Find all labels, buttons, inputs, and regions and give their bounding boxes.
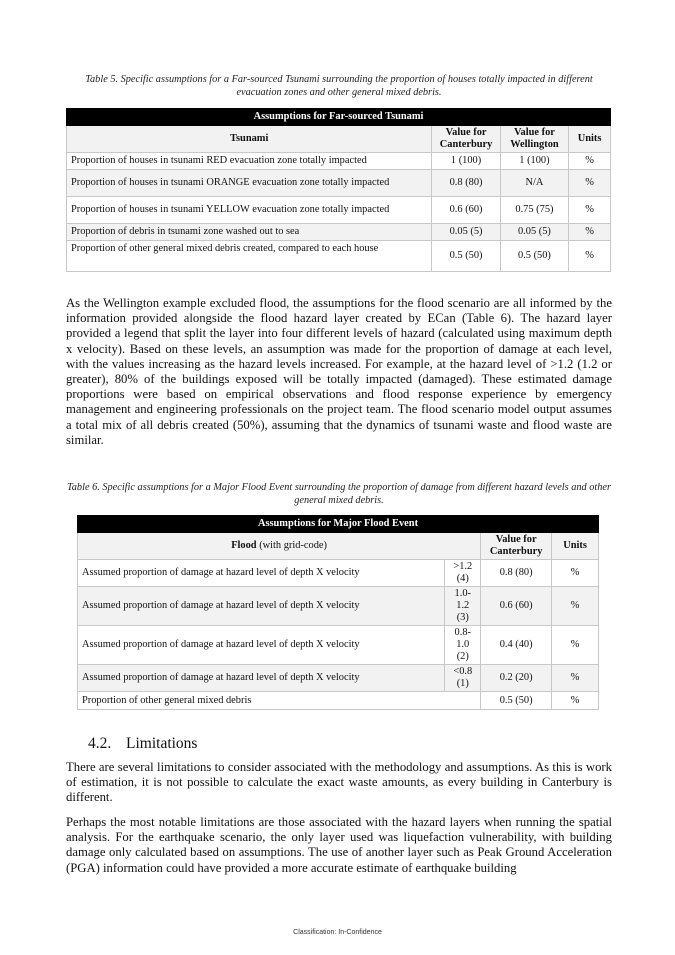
table5-row-canterbury: 0.6 (60) xyxy=(432,197,500,224)
table5-row-canterbury: 0.5 (50) xyxy=(432,241,500,272)
table5-row-canterbury: 0.8 (80) xyxy=(432,170,500,197)
table6-row-unit: % xyxy=(552,692,599,710)
table5-row-wellington: N/A xyxy=(500,170,568,197)
table6-row-unit: % xyxy=(552,626,599,665)
table5-row-wellington: 0.05 (5) xyxy=(500,224,568,241)
table6-header-flood-rest: (with grid-code) xyxy=(256,540,327,552)
table5-row-label: Proportion of houses in tsunami YELLOW evacuation zone totally impacted xyxy=(67,197,432,224)
table5-banner: Assumptions for Far-sourced Tsunami xyxy=(67,109,611,126)
table6-row-label: Assumed proportion of damage at hazard level of depth X velocity xyxy=(78,665,445,692)
table5-row-label: Proportion of houses in tsunami RED evacuation zone totally impacted xyxy=(67,153,432,170)
table-row xyxy=(78,560,599,587)
section-heading xyxy=(88,735,197,753)
table5-header-canterbury: Value for Canterbury xyxy=(432,126,500,153)
section-number: 4.2. xyxy=(88,735,112,752)
table6 xyxy=(77,515,599,710)
table6-banner: Assumptions for Major Flood Event xyxy=(78,516,599,533)
table-row xyxy=(78,587,599,626)
table-row xyxy=(78,626,599,665)
table5-row-wellington: 0.75 (75) xyxy=(500,197,568,224)
table5-header-units: Units xyxy=(569,126,611,153)
table6-row-value: 0.4 (40) xyxy=(481,626,552,665)
table6-row-value: 0.6 (60) xyxy=(481,587,552,626)
table6-caption: Table 6. Specific assumptions for a Major Flood Event surrounding the proportion of damage from different hazard levels and other general mixed debris. xyxy=(67,482,611,506)
table-row xyxy=(78,665,599,692)
table5-row-wellington: 1 (100) xyxy=(500,153,568,170)
table6-header-value: Value for Canterbury xyxy=(481,533,552,560)
table6-row-unit: % xyxy=(552,560,599,587)
table-row xyxy=(67,241,611,272)
table5-header-row xyxy=(67,126,611,153)
table5-row-canterbury: 1 (100) xyxy=(432,153,500,170)
table6-row-grid-code: <0.8 (1) xyxy=(445,665,481,692)
table6-row-unit: % xyxy=(552,665,599,692)
table6-row-label: Assumed proportion of damage at hazard level of depth X velocity xyxy=(78,587,445,626)
table5-header-wellington: Value for Wellington xyxy=(500,126,568,153)
table6-row-value: 0.8 (80) xyxy=(481,560,552,587)
table5-row-unit: % xyxy=(569,170,611,197)
table6-row-grid-code: 0.8- 1.0 (2) xyxy=(445,626,481,665)
table5-row-canterbury: 0.05 (5) xyxy=(432,224,500,241)
table5-row-wellington: 0.5 (50) xyxy=(500,241,568,272)
table6-row-unit: % xyxy=(552,587,599,626)
table-row xyxy=(67,170,611,197)
table6-header-row xyxy=(78,533,599,560)
table5-row-label: Proportion of other general mixed debris created, compared to each house xyxy=(67,241,432,272)
table5-banner-row xyxy=(67,109,611,126)
footer-classification: Classification: In-Confidence xyxy=(293,929,382,936)
paragraph-flood-assumptions: As the Wellington example excluded flood, the assumptions for the flood scenario are all informed by the information provided alongside the flood hazard layer created by ECan (Table 6). The hazard layer provided a legend that split the layer into four different levels of hazard (calculated using maximum depth x velocity). Based on these levels, an assumption was made for the proportion of damage at each level, with the values increasing as the hazard levels increased. For example, at the hazard level of >1.2 (1.2 or greater), 80% of the buildings exposed will be totally impacted (damaged). These estimated damage proportions were based on empirical observations and flood response experience by emergency management and engineering professionals on the project team. The flood scenario model output assumes a total mix of all debris created (50%), assuming that the dynamics of tsunami waste and flood waste are similar. xyxy=(66,296,612,447)
table6-banner-row xyxy=(78,516,599,533)
table6-row-grid-code: 1.0- 1.2 (3) xyxy=(445,587,481,626)
table6-row-grid-code: >1.2 (4) xyxy=(445,560,481,587)
table5-caption: Table 5. Specific assumptions for a Far-sourced Tsunami surrounding the proportion of houses totally impacted in different evacuation zones and other general mixed debris. xyxy=(85,74,593,98)
table6-header-flood-bold: Flood xyxy=(231,540,257,552)
table5-header-tsunami: Tsunami xyxy=(67,126,432,153)
table5-row-unit: % xyxy=(569,224,611,241)
table5-row-unit: % xyxy=(569,197,611,224)
table-row xyxy=(67,197,611,224)
table5-row-unit: % xyxy=(569,153,611,170)
table6-row-value: 0.5 (50) xyxy=(481,692,552,710)
table6-row-label: Assumed proportion of damage at hazard level of depth X velocity xyxy=(78,560,445,587)
section-title: Limitations xyxy=(126,735,198,752)
table5 xyxy=(66,108,611,272)
table6-row-value: 0.2 (20) xyxy=(481,665,552,692)
paragraph-limitations-hazard: Perhaps the most notable limitations are those associated with the hazard layers when running the spatial analysis. For the earthquake scenario, the only layer used was liquefaction vulnerability, with building damage only calculated based on assumptions. The use of another layer such as Peak Ground Acceleration (PGA) information could have provided a more accurate estimate of earthquake building xyxy=(66,815,612,875)
paragraph-limitations-intro: There are several limitations to consider associated with the methodology and assumptions. As this is work of estimation, it is not possible to calculate the exact waste amounts, as every building in Canterbury is different. xyxy=(66,760,612,805)
table-row xyxy=(67,153,611,170)
table6-row-label: Assumed proportion of damage at hazard level of depth X velocity xyxy=(78,626,445,665)
table5-row-label: Proportion of houses in tsunami ORANGE evacuation zone totally impacted xyxy=(67,170,432,197)
table6-header-units: Units xyxy=(552,533,599,560)
table-row xyxy=(78,692,599,710)
table5-row-label: Proportion of debris in tsunami zone washed out to sea xyxy=(67,224,432,241)
table5-row-unit: % xyxy=(569,241,611,272)
table6-header-flood xyxy=(78,533,481,560)
table6-row-label: Proportion of other general mixed debris xyxy=(78,692,481,710)
table-row xyxy=(67,224,611,241)
